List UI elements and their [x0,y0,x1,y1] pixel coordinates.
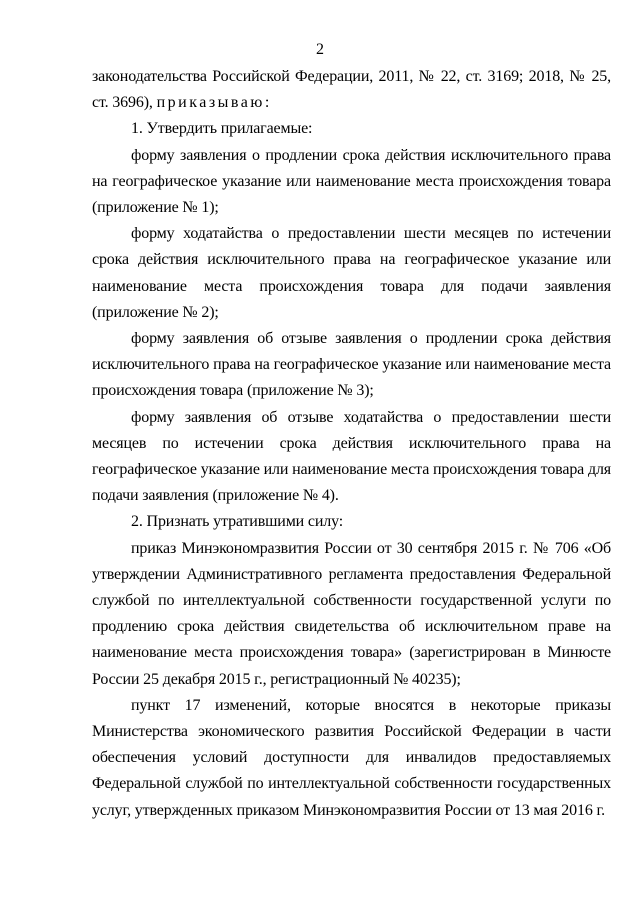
paragraph-continuation [92,64,611,116]
paragraph-appendix-1: форму заявления о продлении срока действия исключительного права на географическое указание или наименование места происхождения товара (приложение № 1); [92,146,611,217]
paragraph-appendix-2: форму ходатайства о предоставлении шести месяцев по истечении срока действия исключительного права на географическое указание или наименование места происхождения товара для подачи заявления (приложение № 2); [92,225,611,321]
paragraph-repeal-heading: 2. Признать утратившими силу: [131,513,344,531]
paragraph-appendix-3: форму заявления об отзыве заявления о продлении срока действия исключительного права на географическое указание или наименование места происхождения товара (приложение № 3); [92,330,611,400]
paragraph-approve-heading: 1. Утвердить прилагаемые: [131,120,313,138]
paragraph-repeal-item-17: пункт 17 изменений, которые вносятся в некоторые приказы Министерства экономического развития Российской Федерации в части обеспечения условий доступности для инвалидов предоставляемых Федеральной службой по интеллектуальной собственности государственных услуг, утвержденных приказом Минэкономразвития России от 13 мая 2016 г. [92,696,611,819]
document-body [92,64,611,824]
order-word: приказываю: [156,94,272,112]
paragraph-repeal-order-706: приказ Минэкономразвития России от 30 сентября 2015 г. № 706 «Об утверждении Административного регламента предоставления Федеральной службой по интеллектуальной собственности государственной услуги по продлению срока действия свидетельства об исключительном праве на наименование места происхождения товара» (зарегистрирован в Минюсте России 25 декабря 2015 г., регистрационный № 40235); [92,539,611,688]
paragraph-continuation-text: законодательства Российской Федерации, 2011, № 22, ст. 3169; 2018, № 25, ст. 3696), [92,68,611,112]
page-number: 2 [316,41,324,58]
paragraph-appendix-4: форму заявления об отзыве ходатайства о предоставлении шести месяцев по истечении срока действия исключительного права на географическое указание или наименование места происхождения товара для подачи заявления (приложение № 4). [92,408,611,505]
